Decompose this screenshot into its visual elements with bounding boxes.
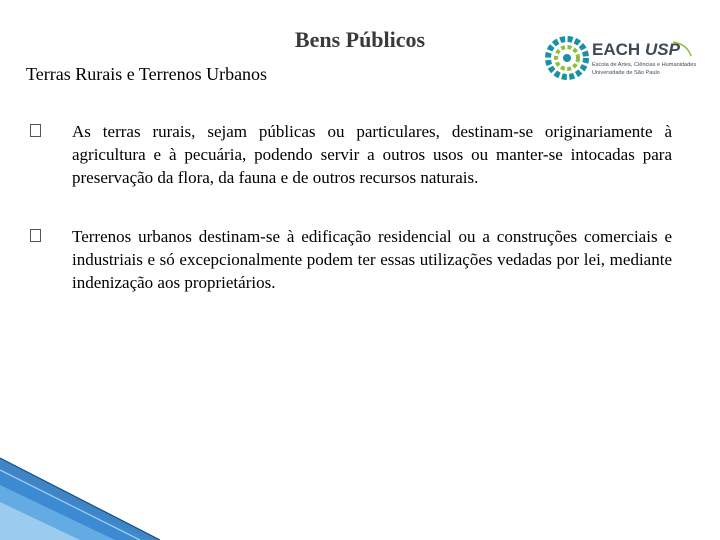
subtitle: Terras Rurais e Terrenos Urbanos [26, 64, 268, 84]
corner-decoration [0, 440, 160, 540]
logo-mark: USP [645, 40, 680, 59]
logo-line-1: Escola de Artes, Ciências e Humanidades [592, 62, 697, 68]
bullet-text: As terras rurais, sejam públicas ou particulares, destinam-se originariamente à agricultura e à pecuária, podendo servir a outros usos ou manter-se intocadas para preservação da flora, da fauna e de outros recursos naturais. [72, 122, 672, 187]
bullet-item [30, 120, 672, 189]
bullet-text: Terrenos urbanos destinam-se à edificação residencial ou a construções comerciais e industriais e só excepcionalmente podem ter essas utilizações vedadas por lei, mediante indenização aos proprietários. [72, 227, 672, 292]
each-usp-logo [545, 28, 705, 88]
logo-line-2: Universidade de São Paulo [592, 70, 660, 76]
logo-emblem [548, 39, 586, 77]
slide-title: Bens Públicos [294, 27, 426, 52]
logo-name: EACH [592, 40, 641, 59]
bullet-item [30, 225, 672, 294]
bullet-box-icon [30, 229, 41, 242]
bullet-box-icon [30, 124, 41, 137]
bullet-list [30, 120, 672, 330]
